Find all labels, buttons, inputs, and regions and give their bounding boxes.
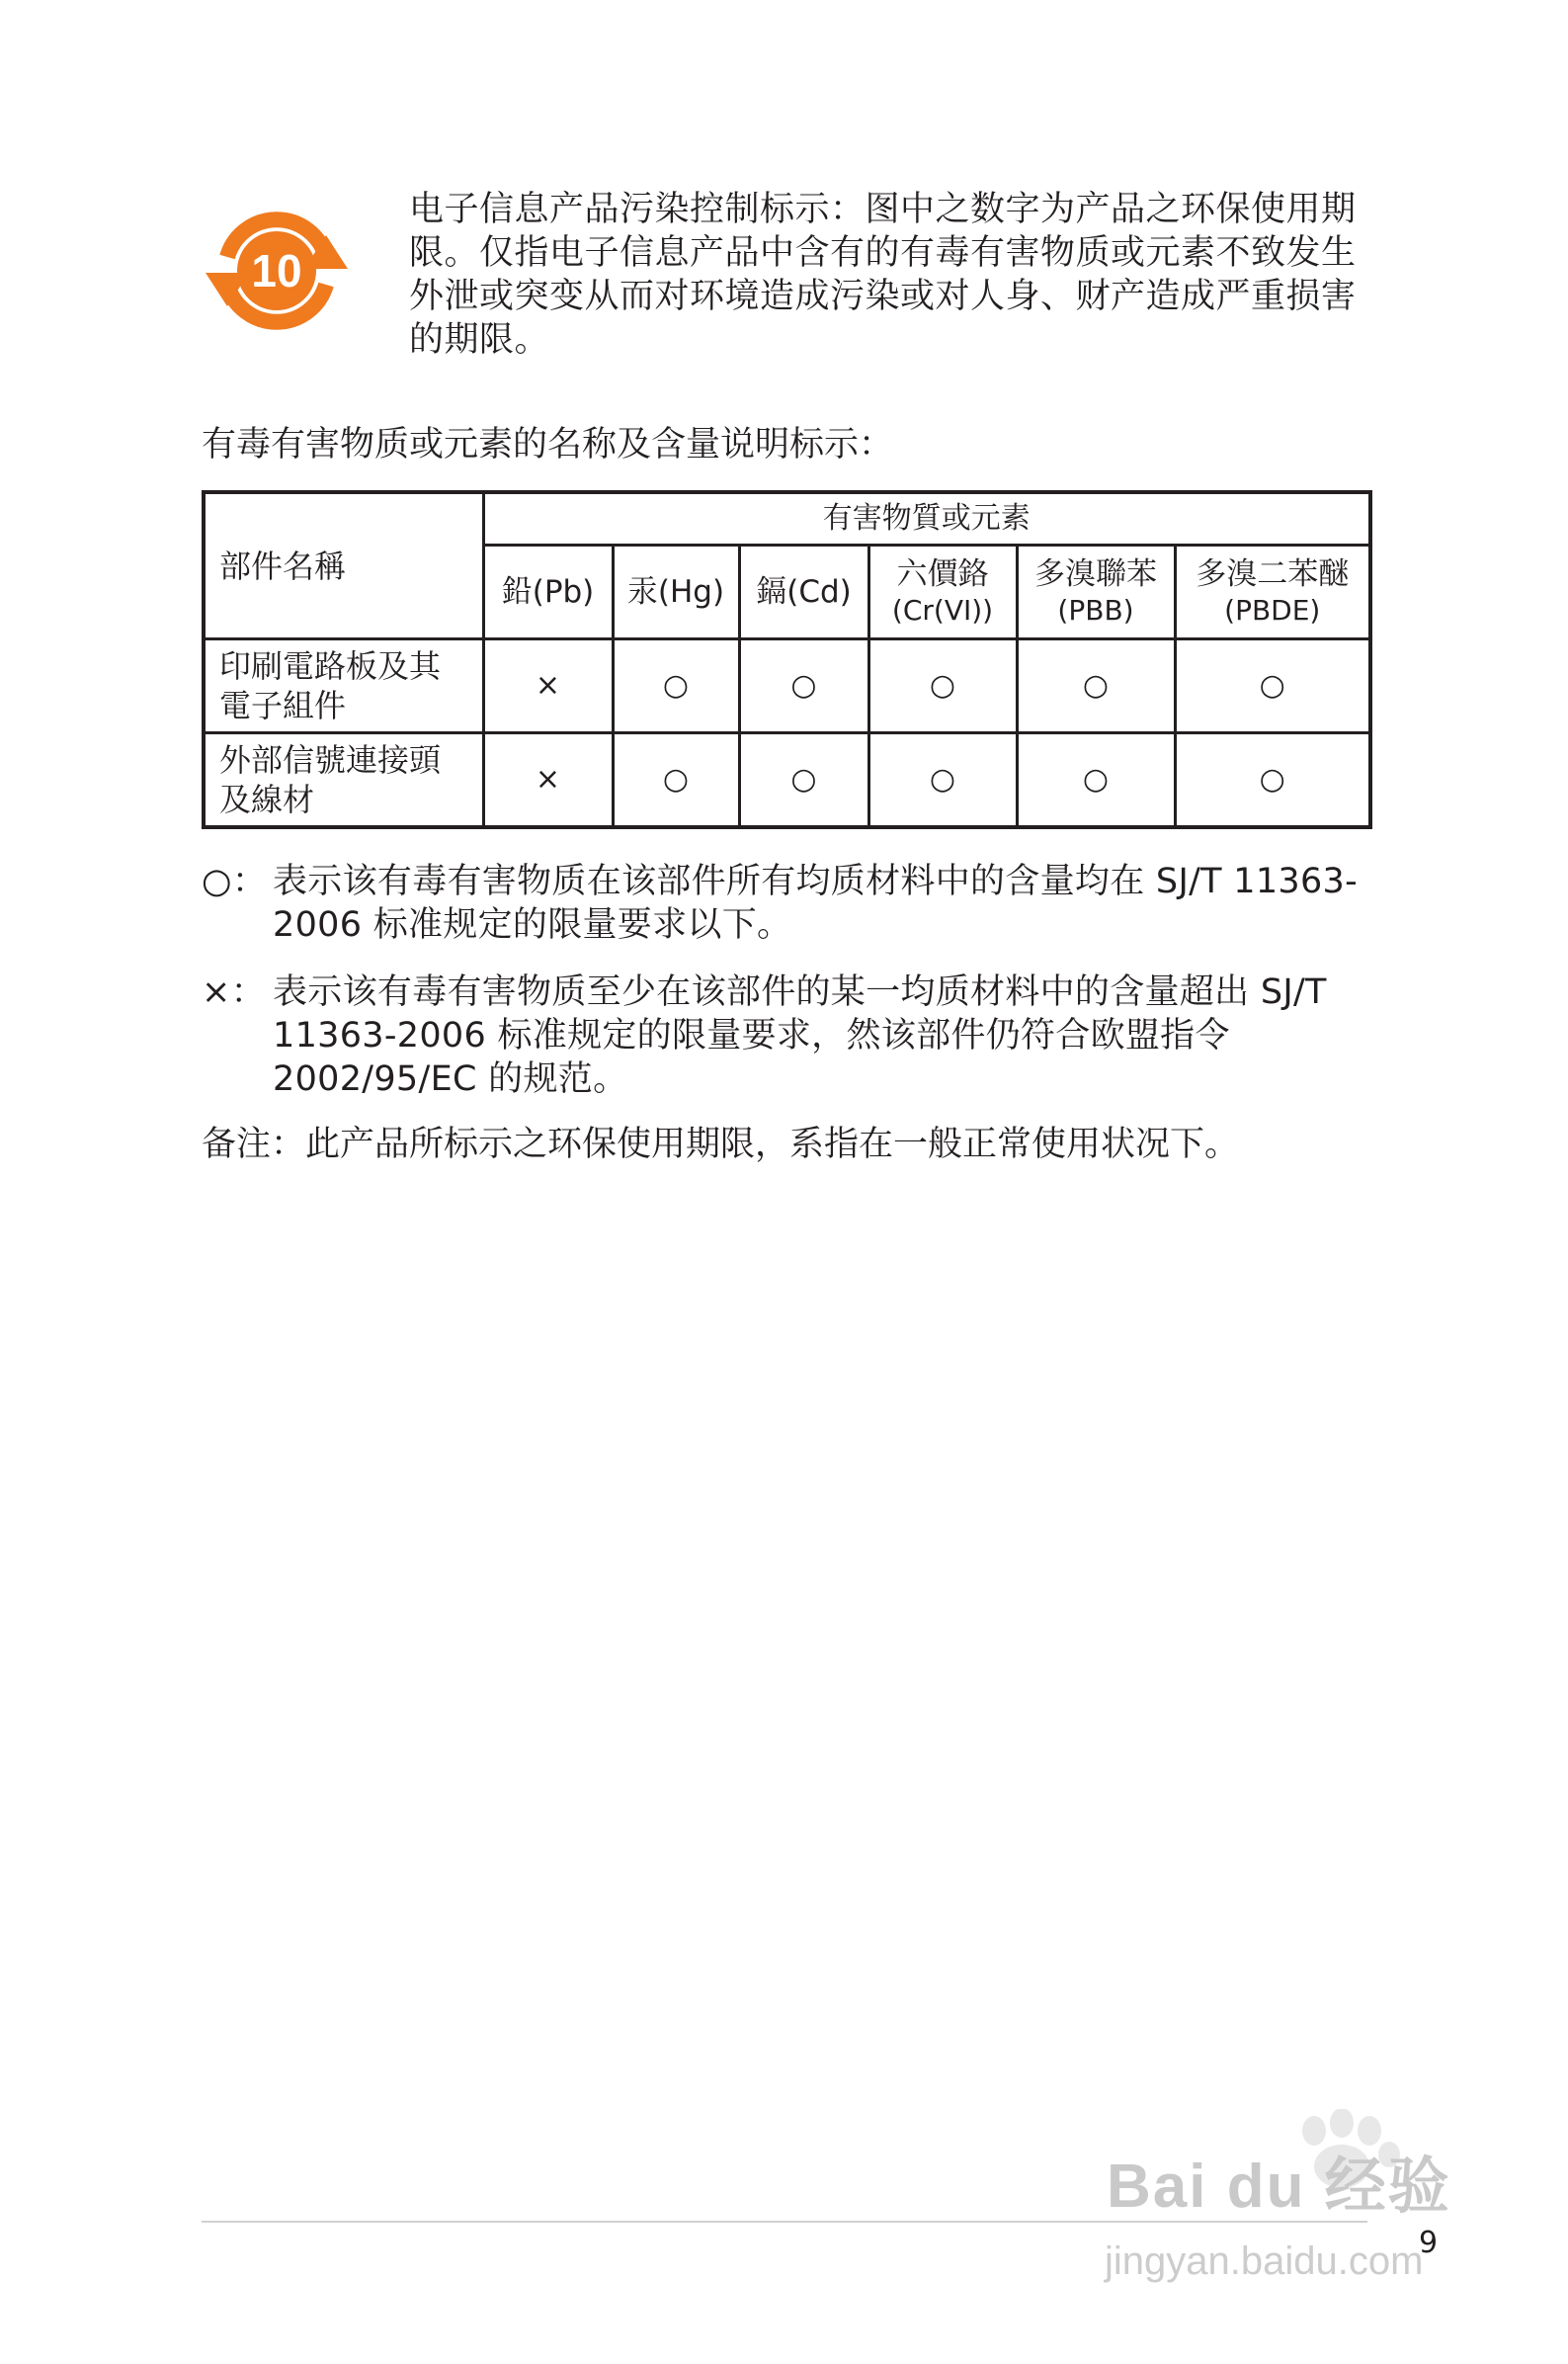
mark-cell: ○ xyxy=(739,639,868,733)
page-number: 9 xyxy=(1419,2226,1439,2260)
element-header-cr6 xyxy=(868,546,1017,639)
note-cross-legend xyxy=(202,971,1369,1101)
mark-cell: ○ xyxy=(739,733,868,828)
element-symbol: (Cr(VI)) xyxy=(891,593,994,627)
watermark-url: jingyan.baidu.com xyxy=(1105,2239,1424,2283)
mark-cell: × xyxy=(483,733,613,828)
mark-cell: ○ xyxy=(1017,733,1175,828)
table-title: 有毒有害物质或元素的名称及含量说明标示： xyxy=(202,425,894,464)
element-header-pbde xyxy=(1175,546,1370,639)
element-name: 鎘(Cd) xyxy=(756,573,852,610)
note-circle-legend xyxy=(202,860,1369,947)
element-symbol: (PBDE) xyxy=(1224,593,1321,627)
circle-symbol: ○： xyxy=(202,862,268,901)
intro-text: 电子信息产品污染控制标示：图中之数字为产品之环保使用期限。仅指电子信息产品中含有的有毒有害物质或元素不致发生外泄或突变从而对环境造成污染或对人身、财产造成严重损害的期限。 xyxy=(409,190,1357,360)
element-name: 六價鉻 xyxy=(896,555,989,592)
mark-cell: ○ xyxy=(613,733,739,828)
table-row xyxy=(204,733,1370,828)
mark-cell: ○ xyxy=(1175,733,1370,828)
mark-cell: ○ xyxy=(1017,639,1175,733)
note-text: 表示该有毒有害物质至少在该部件的某一均质材料中的含量超出 SJ/T 11363-2006 标准规定的限量要求，然该部件仍符合欧盟指令 2002/95/EC 的规范。 xyxy=(273,972,1327,1099)
element-header-hg xyxy=(613,546,739,639)
part-name-header: 部件名稱 xyxy=(204,492,483,639)
mark-cell: × xyxy=(483,639,613,733)
element-name: 多溴二苯醚 xyxy=(1196,555,1350,592)
mark-cell: ○ xyxy=(613,639,739,733)
eco-period-logo-icon xyxy=(202,196,352,346)
part-name-cell: 印刷電路板及其電子組件 xyxy=(204,639,483,733)
element-header-pbb xyxy=(1017,546,1175,639)
substance-group-header: 有害物質或元素 xyxy=(483,492,1370,546)
element-symbol: (PBB) xyxy=(1057,593,1134,627)
watermark-brand: Bai du 经验 xyxy=(1107,2153,1451,2221)
mark-cell: ○ xyxy=(868,639,1017,733)
part-name-cell: 外部信號連接頭及線材 xyxy=(204,733,483,828)
element-header-cd xyxy=(739,546,868,639)
cross-symbol: ×： xyxy=(202,972,266,1012)
note-text: 表示该有毒有害物质在该部件所有均质材料中的含量均在 SJ/T 11363-2006 标准规定的限量要求以下。 xyxy=(273,862,1359,945)
mark-cell: ○ xyxy=(1175,639,1370,733)
table-row xyxy=(204,639,1370,733)
logo-number: 10 xyxy=(251,245,302,296)
hazardous-substance-table xyxy=(202,490,1372,829)
mark-cell: ○ xyxy=(868,733,1017,828)
intro-paragraph xyxy=(409,188,1369,362)
element-name: 汞(Hg) xyxy=(626,573,725,610)
remark-text: 备注：此产品所标示之环保使用期限，系指在一般正常使用状况下。 xyxy=(202,1125,1240,1164)
element-name: 多溴聯苯 xyxy=(1034,555,1157,592)
element-name: 鉛(Pb) xyxy=(501,573,595,610)
element-header-pb xyxy=(483,546,613,639)
